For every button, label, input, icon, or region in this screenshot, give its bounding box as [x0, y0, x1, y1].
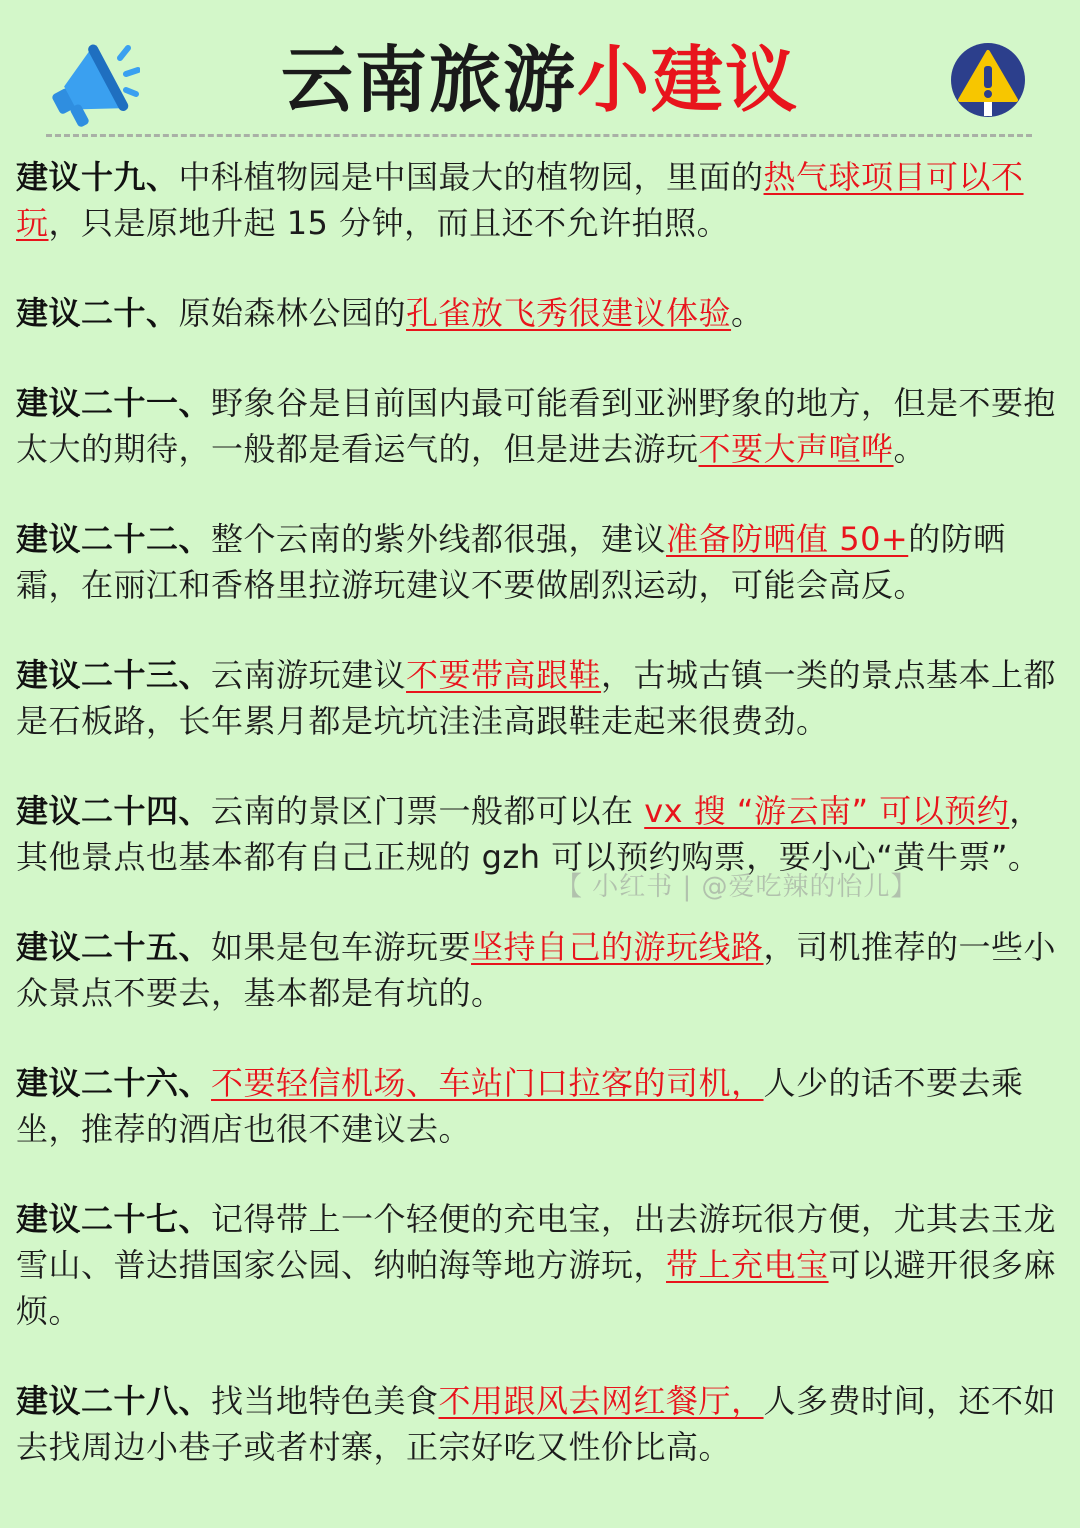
tip-highlight: 不用跟风去网红餐厅， [438, 1382, 764, 1420]
tip-text: 整个云南的紫外线都很强，建议 [211, 520, 667, 558]
tip-item [16, 1196, 1066, 1334]
watermark: 【 小红书 | @爱吃辣的怡儿】 [556, 872, 918, 902]
tip-highlight: 不要大声喧哗 [698, 430, 894, 468]
tip-text: ，只是原地升起 15 分钟，而且还不允许拍照。 [48, 204, 730, 242]
tip-label: 建议二十七、 [16, 1200, 212, 1238]
tip-label: 建议二十二、 [16, 520, 212, 558]
tip-label: 建议二十六、 [16, 1064, 212, 1102]
tip-text: 可以避开很多麻烦。 [16, 1246, 1057, 1330]
tip-item [16, 1378, 1066, 1470]
title-part-1: 云南旅游 [280, 38, 577, 122]
tip-text: 云南游玩建议 [211, 656, 407, 694]
tip-text: 记得带上一个轻便的充电宝，出去游玩很方便，尤其去玉龙雪山、普达措国家公园、纳帕海等地方游玩， [16, 1200, 1057, 1284]
tip-text: 云南的景区门票一般都可以在 [211, 792, 645, 830]
tip-label: 建议二十四、 [16, 792, 212, 830]
tip-item [16, 924, 1066, 1016]
tip-text: ，古城古镇一类的景点基本上都是石板路，长年累月都是坑坑洼洼高跟鞋走起来很费劲。 [16, 656, 1057, 740]
tip-item [16, 380, 1066, 472]
tip-text: 人少的话不要去乘坐，推荐的酒店也很不建议去。 [16, 1064, 1024, 1148]
tip-label: 建议二十、 [16, 294, 179, 332]
warning-icon [948, 40, 1028, 120]
tip-text: ，其他景点也基本都有自己正规的 gzh 可以预约购票，要小心“黄牛票”。 [16, 792, 1042, 876]
tip-text: 。 [893, 430, 927, 468]
page-title [0, 30, 1080, 130]
tip-text: ，司机推荐的一些小众景点不要去，基本都是有坑的。 [16, 928, 1057, 1012]
tip-item [16, 1060, 1066, 1152]
header-divider [46, 134, 1032, 137]
tip-item [16, 652, 1066, 744]
tip-item [16, 516, 1066, 608]
tip-text: 原始森林公园的 [178, 294, 407, 332]
tip-label: 建议二十五、 [16, 928, 212, 966]
tip-highlight: 带上充电宝 [666, 1246, 829, 1284]
tip-label: 建议二十三、 [16, 656, 212, 694]
tip-item [16, 290, 1066, 336]
tip-text: 野象谷是目前国内最可能看到亚洲野象的地方，但是不要抱太大的期待，一般都是看运气的，但是进去游玩 [16, 384, 1057, 468]
tip-text: 找当地特色美食 [211, 1382, 439, 1420]
tip-item [16, 154, 1066, 246]
tip-text: 如果是包车游玩要 [211, 928, 472, 966]
tips-list [16, 154, 1066, 1514]
tip-text: 的防晒霜，在丽江和香格里拉游玩建议不要做剧烈运动，可能会高反。 [16, 520, 1006, 604]
page-header [0, 0, 1080, 136]
tip-highlight: 准备防晒值 50+ [666, 520, 909, 558]
tip-highlight: 孔雀放飞秀很建议体验 [406, 294, 732, 332]
tip-label: 建议二十一、 [16, 384, 212, 422]
tip-label: 建议二十八、 [16, 1382, 212, 1420]
tip-text: 中科植物园是中国最大的植物园，里面的 [178, 158, 764, 196]
tip-text: 人多费时间，还不如去找周边小巷子或者村寨，正宗好吃又性价比高。 [16, 1382, 1057, 1466]
tip-highlight: 不要轻信机场、车站门口拉客的司机， [211, 1064, 764, 1102]
tip-highlight: vx 搜 “游云南” 可以预约 [644, 792, 1010, 830]
tip-highlight: 热气球项目可以不玩 [16, 158, 1024, 242]
tip-label: 建议十九、 [16, 158, 179, 196]
tip-highlight: 不要带高跟鞋 [406, 656, 602, 694]
tip-text: 。 [731, 294, 764, 332]
title-part-2: 小建议 [577, 38, 800, 122]
tip-highlight: 坚持自己的游玩线路 [471, 928, 764, 966]
